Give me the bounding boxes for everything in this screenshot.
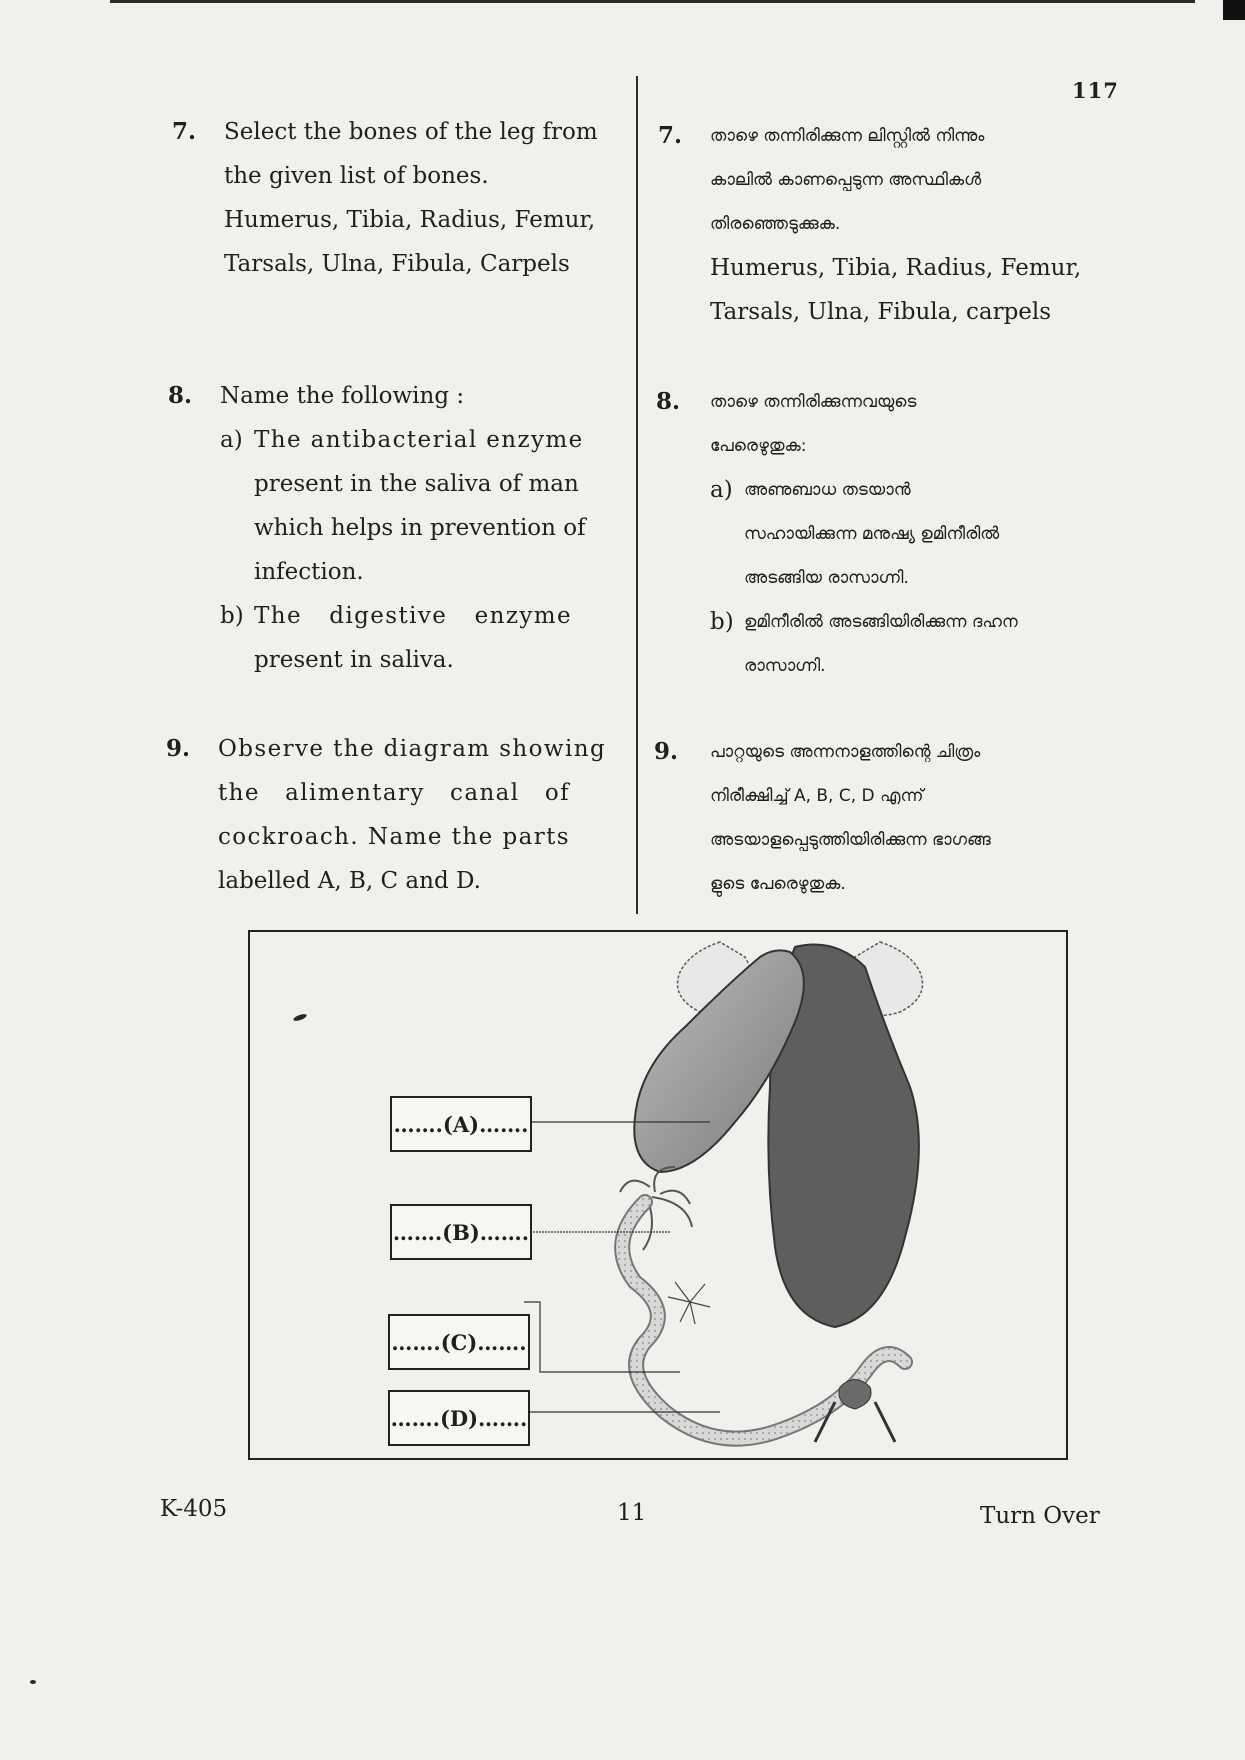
sub-label: b) bbox=[710, 609, 734, 635]
sub-question-a bbox=[710, 468, 1060, 600]
question-text bbox=[710, 730, 1060, 906]
text-line: which helps in prevention of bbox=[254, 515, 586, 541]
text-line: പാറ്റയുടെ അന്നനാളത്തിന്റെ ചിത്രം bbox=[710, 742, 981, 762]
text-line: താഴെ തന്നിരിക്കുന്ന ലിസ്റ്റിൽ നിന്നും bbox=[710, 126, 985, 146]
sub-label: b) bbox=[220, 603, 244, 629]
question-number: 7. bbox=[658, 122, 683, 149]
paper-code: K-405 bbox=[160, 1496, 228, 1522]
text-line: അടയാളപ്പെടുത്തിയിരിക്കുന്ന ഭാഗങ്ങ bbox=[710, 830, 991, 850]
ink-mark bbox=[30, 1680, 36, 1684]
question-number: 8. bbox=[656, 388, 681, 415]
question-number: 9. bbox=[654, 738, 679, 765]
text-line: അടങ്ങിയ രാസാഗ്നി. bbox=[744, 568, 909, 588]
text-line: the alimentary canal of bbox=[218, 780, 570, 806]
text-line: നിരീക്ഷിച്ച് A, B, C, D എന്ന് bbox=[710, 786, 924, 806]
text-line: the given list of bones. bbox=[224, 163, 489, 189]
question-number: 7. bbox=[172, 118, 197, 145]
sub-question-a bbox=[220, 418, 586, 594]
question-text bbox=[218, 727, 607, 903]
question-text bbox=[220, 374, 586, 682]
sub-question-b bbox=[710, 600, 1060, 688]
column-divider bbox=[636, 76, 638, 914]
text-line: താഴെ തന്നിരിക്കുന്നവയുടെ bbox=[710, 392, 917, 412]
text-line: സഹായിക്കുന്ന മനുഷ്യ ഉമിനീരിൽ bbox=[744, 524, 1000, 544]
text-line: The antibacterial enzyme bbox=[254, 427, 584, 453]
text-line: Observe the diagram showing bbox=[218, 736, 607, 762]
text-line: present in the saliva of man bbox=[254, 471, 579, 497]
sub-label: a) bbox=[220, 427, 243, 453]
text-line: labelled A, B, C and D. bbox=[218, 868, 481, 894]
cockroach-illustration bbox=[250, 932, 1066, 1458]
text-line: Humerus, Tibia, Radius, Femur, bbox=[710, 255, 1082, 281]
text-line: present in saliva. bbox=[254, 647, 454, 673]
text-line: അണുബാധ തടയാൻ bbox=[744, 480, 911, 500]
label-box-d: …….(D)……. bbox=[388, 1390, 530, 1446]
question-text bbox=[710, 380, 1060, 688]
text-line: Tarsals, Ulna, Fibula, Carpels bbox=[224, 251, 570, 277]
text-line: ഉമിനീരിൽ അടങ്ങിയിരിക്കുന്ന ദഹന bbox=[744, 612, 1018, 632]
text-line: രാസാഗ്നി. bbox=[744, 656, 826, 676]
text-line: പേരെഴുതുക: bbox=[710, 436, 807, 456]
text-line: കാലിൽ കാണപ്പെടുന്ന അസ്ഥികൾ bbox=[710, 170, 982, 190]
question-text bbox=[710, 114, 1082, 334]
label-box-b: …….(B)……. bbox=[390, 1204, 532, 1260]
sub-question-b bbox=[220, 594, 572, 682]
sub-label: a) bbox=[710, 477, 733, 503]
text-line: Tarsals, Ulna, Fibula, carpels bbox=[710, 299, 1052, 325]
question-number: 8. bbox=[168, 382, 193, 409]
text-line: ളുടെ പേരെഴുതുക. bbox=[710, 874, 846, 894]
label-box-c: …….(C)……. bbox=[388, 1314, 530, 1370]
text-line: The digestive enzyme bbox=[254, 603, 572, 629]
text-line: Humerus, Tibia, Radius, Femur, bbox=[224, 207, 596, 233]
turn-over-note: Turn Over bbox=[980, 1503, 1100, 1529]
text-line: തിരഞ്ഞെടുക്കുക. bbox=[710, 214, 841, 234]
page-number-bottom: 11 bbox=[617, 1500, 647, 1526]
cockroach-alimentary-canal-diagram bbox=[248, 930, 1068, 1460]
scan-edge-corner bbox=[1223, 0, 1245, 20]
question-number: 9. bbox=[166, 735, 191, 762]
scan-edge-top bbox=[110, 0, 1195, 3]
text-line: Select the bones of the leg from bbox=[224, 119, 598, 145]
text-line: cockroach. Name the parts bbox=[218, 824, 570, 850]
label-box-a: …….(A)……. bbox=[390, 1096, 532, 1152]
page-number-top: 117 bbox=[1072, 78, 1119, 103]
text-line: infection. bbox=[254, 559, 364, 585]
question-title: Name the following : bbox=[220, 383, 465, 409]
question-text bbox=[224, 110, 598, 286]
